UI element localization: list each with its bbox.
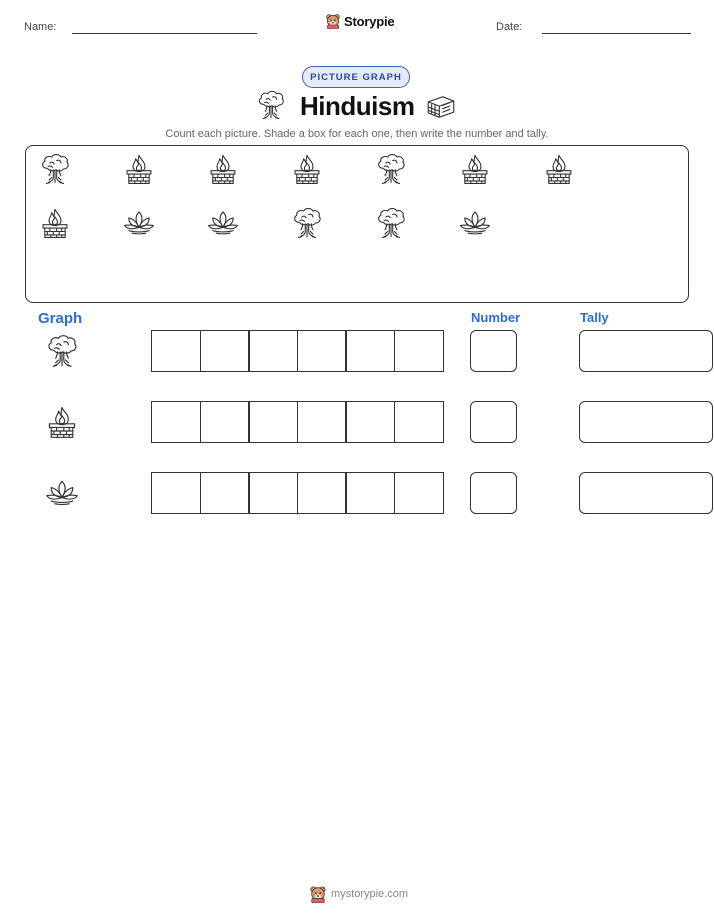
- number-box-fire-altar[interactable]: [470, 401, 517, 443]
- banyan-tree-icon: [44, 333, 80, 369]
- graph-cell[interactable]: [345, 330, 395, 372]
- fire-altar-icon: [290, 152, 324, 186]
- graph-cells-fire-altar: [151, 401, 444, 443]
- banyan-tree-icon: [38, 152, 72, 186]
- tally-box-fire-altar[interactable]: [579, 401, 713, 443]
- graph-cell[interactable]: [151, 401, 201, 443]
- name-field[interactable]: [72, 33, 257, 34]
- graph-cell[interactable]: [248, 472, 298, 514]
- graph-cell[interactable]: [200, 330, 250, 372]
- fire-altar-icon: [44, 404, 80, 440]
- instructions-text: Count each picture. Shade a box for each one, then write the number and tally.: [165, 128, 549, 140]
- fire-altar-icon: [458, 152, 492, 186]
- storypie-bear-icon: [309, 885, 327, 903]
- footer: [309, 885, 408, 903]
- graph-cell[interactable]: [151, 330, 201, 372]
- graph-cells-banyan-tree: [151, 330, 444, 372]
- storypie-bear-icon: [325, 13, 341, 29]
- graph-cell[interactable]: [394, 401, 444, 443]
- number-box-lotus[interactable]: [470, 472, 517, 514]
- name-label: Name:: [24, 21, 57, 33]
- lotus-icon: [122, 206, 156, 240]
- fire-altar-icon: [542, 152, 576, 186]
- fire-altar-icon: [122, 152, 156, 186]
- graph-cell[interactable]: [151, 472, 201, 514]
- footer-url[interactable]: mystorypie.com: [331, 888, 409, 900]
- tally-box-banyan-tree[interactable]: [579, 330, 713, 372]
- graph-cell[interactable]: [297, 472, 347, 514]
- graph-heading: Graph: [38, 310, 83, 327]
- graph-cell[interactable]: [297, 401, 347, 443]
- tally-heading: Tally: [580, 310, 609, 325]
- date-field[interactable]: [542, 33, 691, 34]
- banyan-tree-icon: [374, 206, 408, 240]
- lotus-icon: [458, 206, 492, 240]
- tree-title-icon: [255, 89, 287, 121]
- banyan-tree-icon: [290, 206, 324, 240]
- lotus-icon: [206, 206, 240, 240]
- graph-cell[interactable]: [345, 401, 395, 443]
- graph-cell[interactable]: [248, 330, 298, 372]
- graph-cell[interactable]: [394, 330, 444, 372]
- brand-name: Storypie: [344, 13, 395, 29]
- graph-cell[interactable]: [248, 401, 298, 443]
- graph-cell[interactable]: [200, 472, 250, 514]
- number-box-banyan-tree[interactable]: [470, 330, 517, 372]
- tally-box-lotus[interactable]: [579, 472, 713, 514]
- banyan-tree-icon: [374, 152, 408, 186]
- brand-logo: [325, 13, 394, 29]
- number-heading: Number: [471, 310, 521, 325]
- graph-cell[interactable]: [345, 472, 395, 514]
- fire-altar-icon: [206, 152, 240, 186]
- graph-cell[interactable]: [200, 401, 250, 443]
- graph-cells-lotus: [151, 472, 444, 514]
- fire-altar-icon: [38, 206, 72, 240]
- worksheet-type-badge: PICTURE GRAPH: [302, 66, 410, 88]
- page-title: Hinduism: [300, 91, 415, 121]
- graph-cell[interactable]: [394, 472, 444, 514]
- lotus-icon: [44, 475, 80, 511]
- scripture-book-icon: [424, 90, 458, 124]
- graph-cell[interactable]: [297, 330, 347, 372]
- date-label: Date:: [496, 21, 523, 33]
